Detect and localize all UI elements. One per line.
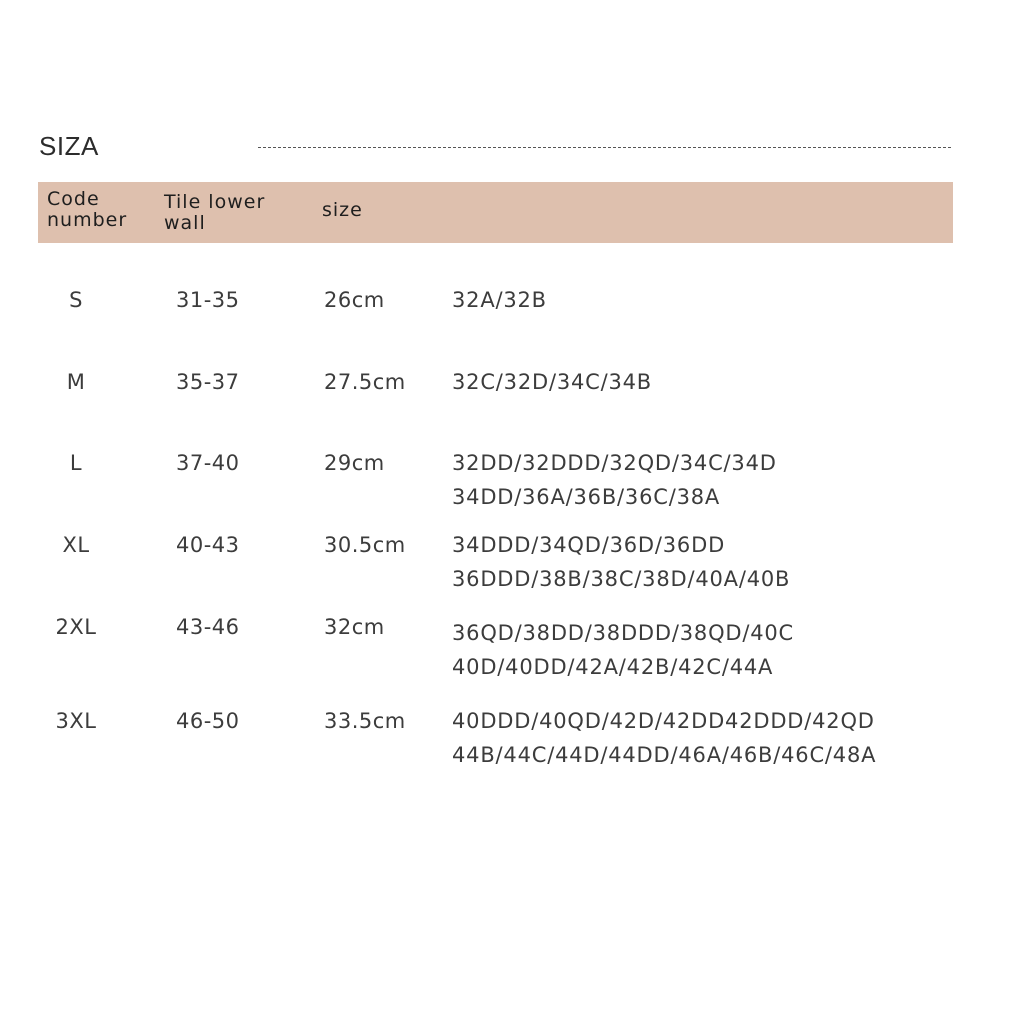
wall-range: 40-43 bbox=[176, 533, 240, 557]
bra-sizes-line: 44B/44C/44D/44DD/46A/46B/46C/48A bbox=[452, 743, 877, 767]
header-size: size bbox=[322, 199, 363, 221]
wall-range: 46-50 bbox=[176, 709, 240, 733]
size-code: 2XL bbox=[55, 615, 97, 639]
bra-sizes-line: 34DD/36A/36B/36C/38A bbox=[452, 485, 721, 509]
header-code-number: Code number bbox=[47, 188, 128, 231]
wall-range: 35-37 bbox=[176, 370, 240, 394]
bra-sizes bbox=[452, 365, 1002, 399]
bra-sizes bbox=[452, 616, 1002, 684]
bra-sizes bbox=[452, 283, 1002, 317]
cup-size: 29cm bbox=[324, 451, 385, 475]
bra-sizes-line: 36DDD/38B/38C/38D/40A/40B bbox=[452, 567, 791, 591]
wall-range: 31-35 bbox=[176, 288, 240, 312]
bra-sizes bbox=[452, 528, 1002, 596]
header-tile-lower-wall: Tile lower wall bbox=[164, 191, 266, 234]
table-row bbox=[0, 610, 1010, 690]
cup-size: 33.5cm bbox=[324, 709, 406, 733]
wall-range: 37-40 bbox=[176, 451, 240, 475]
table-header bbox=[38, 182, 953, 243]
wall-range: 43-46 bbox=[176, 615, 240, 639]
size-code: M bbox=[66, 370, 86, 394]
table-row bbox=[0, 704, 1010, 784]
size-code: S bbox=[69, 288, 83, 312]
cup-size: 27.5cm bbox=[324, 370, 406, 394]
bra-sizes-line: 36QD/38DD/38DDD/38QD/40C bbox=[452, 621, 795, 645]
table-row bbox=[0, 365, 1010, 445]
size-code: 3XL bbox=[55, 709, 97, 733]
size-code: XL bbox=[62, 533, 90, 557]
bra-sizes-line: 32A/32B bbox=[452, 288, 547, 312]
bra-sizes-line: 32DD/32DDD/32QD/34C/34D bbox=[452, 451, 777, 475]
table-row bbox=[0, 283, 1010, 363]
bra-sizes-line: 34DDD/34QD/36D/36DD bbox=[452, 533, 726, 557]
bra-sizes-line: 32C/32D/34C/34B bbox=[452, 370, 653, 394]
cup-size: 32cm bbox=[324, 615, 385, 639]
bra-sizes-line: 40DDD/40QD/42D/42DD42DDD/42QD bbox=[452, 709, 875, 733]
bra-sizes-line: 40D/40DD/42A/42B/42C/44A bbox=[452, 655, 774, 679]
page-title: SIZA bbox=[39, 131, 99, 161]
bra-sizes bbox=[452, 446, 1002, 514]
bra-sizes bbox=[452, 704, 1002, 772]
size-code: L bbox=[69, 451, 83, 475]
cup-size: 30.5cm bbox=[324, 533, 406, 557]
table-row bbox=[0, 446, 1010, 526]
dashed-divider bbox=[258, 147, 951, 148]
table-row bbox=[0, 528, 1010, 608]
cup-size: 26cm bbox=[324, 288, 385, 312]
